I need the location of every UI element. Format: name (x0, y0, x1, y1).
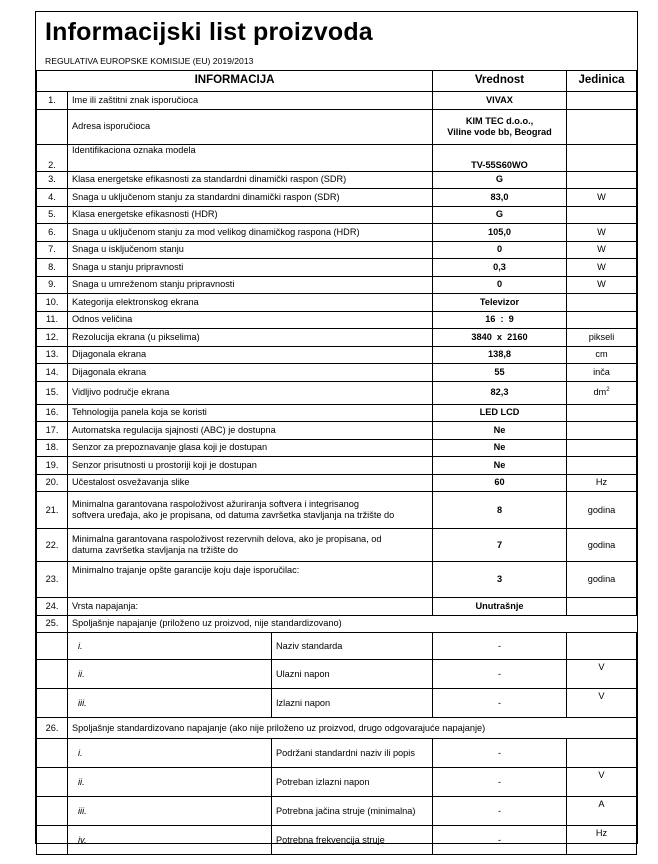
row-unit: pikseli (567, 329, 637, 347)
row-number: 8. (37, 259, 68, 277)
row-unit: godina (567, 492, 637, 529)
row-label: Snaga u uključenom stanju za mod velikog dinamičkog raspona (HDR) (68, 224, 433, 242)
row-number: 19. (37, 457, 68, 475)
sub-number: ii. (68, 660, 272, 689)
row-value: Unutrašnje (433, 598, 567, 616)
row-number: 21. (37, 492, 68, 529)
row-value: 138,8 (433, 346, 567, 364)
row-unit: W (567, 224, 637, 242)
row-value: 0,3 (433, 259, 567, 277)
sub-label: Izlazni napon (272, 689, 433, 718)
row-number: 25. (37, 615, 68, 633)
row-number: 15. (37, 381, 68, 404)
row-number: 26. (37, 718, 68, 739)
row-unit: inča (567, 364, 637, 382)
row-number: 18. (37, 439, 68, 457)
row-value: 55 (433, 364, 567, 382)
label-line-1: Minimalna garantovana raspoloživost rezervnih delova, ako je propisana, od (72, 534, 382, 545)
product-info-sheet (35, 11, 638, 844)
row-label: Snaga u umreženom stanju pripravnosti (68, 276, 433, 294)
row-number: 24. (37, 598, 68, 616)
table-row (37, 364, 637, 382)
unit-superscript: 2 (606, 387, 610, 394)
row-unit: cm (567, 346, 637, 364)
row-label: Tehnologija panela koja se koristi (68, 404, 433, 422)
sub-row (37, 768, 637, 797)
row-label: Minimalno trajanje opšte garancije koju daje isporučilac: (68, 562, 433, 598)
sub-label: Podržani standardni naziv ili popis (272, 739, 433, 768)
row-unit (567, 381, 637, 404)
row-unit: godina (567, 562, 637, 598)
sub-row (37, 689, 637, 718)
row-value: 0 (433, 276, 567, 294)
row-unit (567, 206, 637, 224)
sub-number: ii. (68, 768, 272, 797)
table-row (37, 598, 637, 616)
sub-label: Ulazni napon (272, 660, 433, 689)
row-number: 11. (37, 311, 68, 329)
sub-unit: A (567, 797, 637, 826)
row-value: VIVAX (433, 92, 567, 110)
table-header-row (37, 71, 637, 92)
row-number: 4. (37, 189, 68, 207)
row-number: 16. (37, 404, 68, 422)
sub-number: iii. (68, 797, 272, 826)
header-info: INFORMACIJA (37, 71, 433, 92)
table-row (37, 144, 637, 171)
row-label (68, 529, 433, 562)
row-value: 60 (433, 474, 567, 492)
row-number: 2. (37, 144, 68, 171)
sub-unit: V (567, 689, 637, 718)
row-label: Identifikaciona oznaka modela (68, 144, 433, 171)
row-number: 13. (37, 346, 68, 364)
sub-row (37, 660, 637, 689)
row-label: Dijagonala ekrana (68, 364, 433, 382)
row-value: 7 (433, 529, 567, 562)
table-row (37, 276, 637, 294)
row-unit: W (567, 276, 637, 294)
row-value: Ne (433, 422, 567, 440)
row-label: Automatska regulacija sjajnosti (ABC) je dostupna (68, 422, 433, 440)
row-value: 3840 x 2160 (433, 329, 567, 347)
row-value: 105,0 (433, 224, 567, 242)
row-label: Senzor za prepoznavanje glasa koji je dostupan (68, 439, 433, 457)
row-unit (567, 311, 637, 329)
info-table (36, 70, 637, 855)
row-unit (567, 171, 637, 189)
document-subtitle: REGULATIVA EUROPSKE KOMISIJE (EU) 2019/2013 (45, 56, 254, 66)
table-row (37, 422, 637, 440)
sub-number: iii. (68, 689, 272, 718)
sub-unit: Hz (567, 826, 637, 855)
row-unit (567, 422, 637, 440)
row-value: 8 (433, 492, 567, 529)
row-unit (567, 598, 637, 616)
sub-number: iv. (68, 826, 272, 855)
row-label: Rezolucija ekrana (u pikselima) (68, 329, 433, 347)
sub-unit (567, 739, 637, 768)
table-row (37, 439, 637, 457)
sub-value: - (433, 689, 567, 718)
address-line-1: KIM TEC d.o.o., (465, 115, 534, 126)
row-label: Kategorija elektronskog ekrana (68, 294, 433, 312)
row-unit: W (567, 189, 637, 207)
unit-text: dm (593, 387, 607, 398)
row-number: 7. (37, 241, 68, 259)
row-value: 0 (433, 241, 567, 259)
row-value: 83,0 (433, 189, 567, 207)
sub-value: - (433, 797, 567, 826)
row-unit (567, 92, 637, 110)
table-row (37, 92, 637, 110)
row-value: 3 (433, 562, 567, 598)
table-row (37, 474, 637, 492)
table-row (37, 294, 637, 312)
row-label: Klasa energetske efikasnosti (HDR) (68, 206, 433, 224)
row-unit: godina (567, 529, 637, 562)
row-value: Ne (433, 439, 567, 457)
label-line-2: softvera uređaja, ako je propisana, od datuma završetka stavljanja na tržište do (72, 510, 395, 520)
table-row (37, 404, 637, 422)
table-row (37, 224, 637, 242)
row-label: Adresa isporučioca (68, 109, 433, 144)
table-row (37, 109, 637, 144)
row-number: 12. (37, 329, 68, 347)
header-unit: Jedinica (567, 71, 637, 92)
sub-spacer (37, 797, 68, 826)
row-unit: Hz (567, 474, 637, 492)
row-value: 82,3 (433, 381, 567, 404)
section-label: Spoljašnje standardizovano napajanje (ako nije priloženo uz proizvod, drugo odgovarajuće napajanje) (68, 718, 637, 739)
sub-unit: V (567, 768, 637, 797)
row-unit (567, 294, 637, 312)
row-unit (567, 144, 637, 171)
sub-spacer (37, 633, 68, 660)
row-number: 10. (37, 294, 68, 312)
sub-value: - (433, 660, 567, 689)
sub-row (37, 826, 637, 855)
table-row (37, 562, 637, 598)
sub-value: - (433, 739, 567, 768)
sub-spacer (37, 660, 68, 689)
row-unit (567, 457, 637, 475)
sub-label: Potrebna jačina struje (minimalna) (272, 797, 433, 826)
address-line-2: Viline vode bb, Beograd (447, 126, 552, 137)
row-value: TV-55S60WO (433, 144, 567, 171)
row-label: Snaga u stanju pripravnosti (68, 259, 433, 277)
sub-value: - (433, 826, 567, 855)
row-number: 1. (37, 92, 68, 110)
row-unit: W (567, 259, 637, 277)
row-unit (567, 404, 637, 422)
row-number: 20. (37, 474, 68, 492)
row-unit (567, 109, 637, 144)
sub-value: - (433, 768, 567, 797)
table-row (37, 381, 637, 404)
sub-spacer (37, 689, 68, 718)
row-value: LED LCD (433, 404, 567, 422)
table-row (37, 311, 637, 329)
row-number: 3. (37, 171, 68, 189)
table-row (37, 241, 637, 259)
table-row (37, 171, 637, 189)
table-row (37, 492, 637, 529)
table-row (37, 259, 637, 277)
row-value: G (433, 206, 567, 224)
row-unit (567, 439, 637, 457)
row-value: Ne (433, 457, 567, 475)
row-value: G (433, 171, 567, 189)
sub-label: Potreban izlazni napon (272, 768, 433, 797)
table-row (37, 189, 637, 207)
row-label: Ime ili zaštitni znak isporučioca (68, 92, 433, 110)
sub-row (37, 797, 637, 826)
row-number: 5. (37, 206, 68, 224)
sub-spacer (37, 739, 68, 768)
table-row (37, 346, 637, 364)
sub-spacer (37, 768, 68, 797)
table-row (37, 529, 637, 562)
sub-row (37, 633, 637, 660)
row-number: 17. (37, 422, 68, 440)
row-label: Klasa energetske efikasnosti za standardni dinamički raspon (SDR) (68, 171, 433, 189)
sub-spacer (37, 826, 68, 855)
row-label (68, 492, 433, 529)
row-label: Učestalost osvežavanja slike (68, 474, 433, 492)
row-label: Snaga u uključenom stanju za standardni dinamički raspon (SDR) (68, 189, 433, 207)
label-line-2: datuma završetka stavljanja na tržište do (72, 545, 238, 555)
row-label: Vrsta napajanja: (68, 598, 433, 616)
sub-unit (567, 633, 637, 660)
table-row (37, 329, 637, 347)
row-value (433, 109, 567, 144)
sub-number: i. (68, 633, 272, 660)
header-value: Vrednost (433, 71, 567, 92)
table-row (37, 206, 637, 224)
row-number: 22. (37, 529, 68, 562)
table-row (37, 457, 637, 475)
sub-number: i. (68, 739, 272, 768)
row-unit: W (567, 241, 637, 259)
row-number: 23. (37, 562, 68, 598)
sub-label: Potrebna frekvencija struje (272, 826, 433, 855)
row-number: 6. (37, 224, 68, 242)
sub-unit: V (567, 660, 637, 689)
row-label: Vidljivo područje ekrana (68, 381, 433, 404)
label-line-1: Minimalna garantovana raspoloživost ažuriranja softvera i integrisanog (72, 499, 360, 510)
row-label: Snaga u isključenom stanju (68, 241, 433, 259)
row-number: 14. (37, 364, 68, 382)
row-label: Senzor prisutnosti u prostoriji koji je dostupan (68, 457, 433, 475)
row-label: Dijagonala ekrana (68, 346, 433, 364)
row-value: 16 : 9 (433, 311, 567, 329)
sub-row (37, 739, 637, 768)
section-row-26 (37, 718, 637, 739)
section-row-25 (37, 615, 637, 633)
row-number: 9. (37, 276, 68, 294)
section-label: Spoljašnje napajanje (priloženo uz proizvod, nije standardizovano) (68, 615, 637, 633)
document-title: Informacijski list proizvoda (45, 18, 373, 46)
row-label: Odnos veličina (68, 311, 433, 329)
sub-label: Naziv standarda (272, 633, 433, 660)
row-number (37, 109, 68, 144)
row-value: Televizor (433, 294, 567, 312)
sub-value: - (433, 633, 567, 660)
